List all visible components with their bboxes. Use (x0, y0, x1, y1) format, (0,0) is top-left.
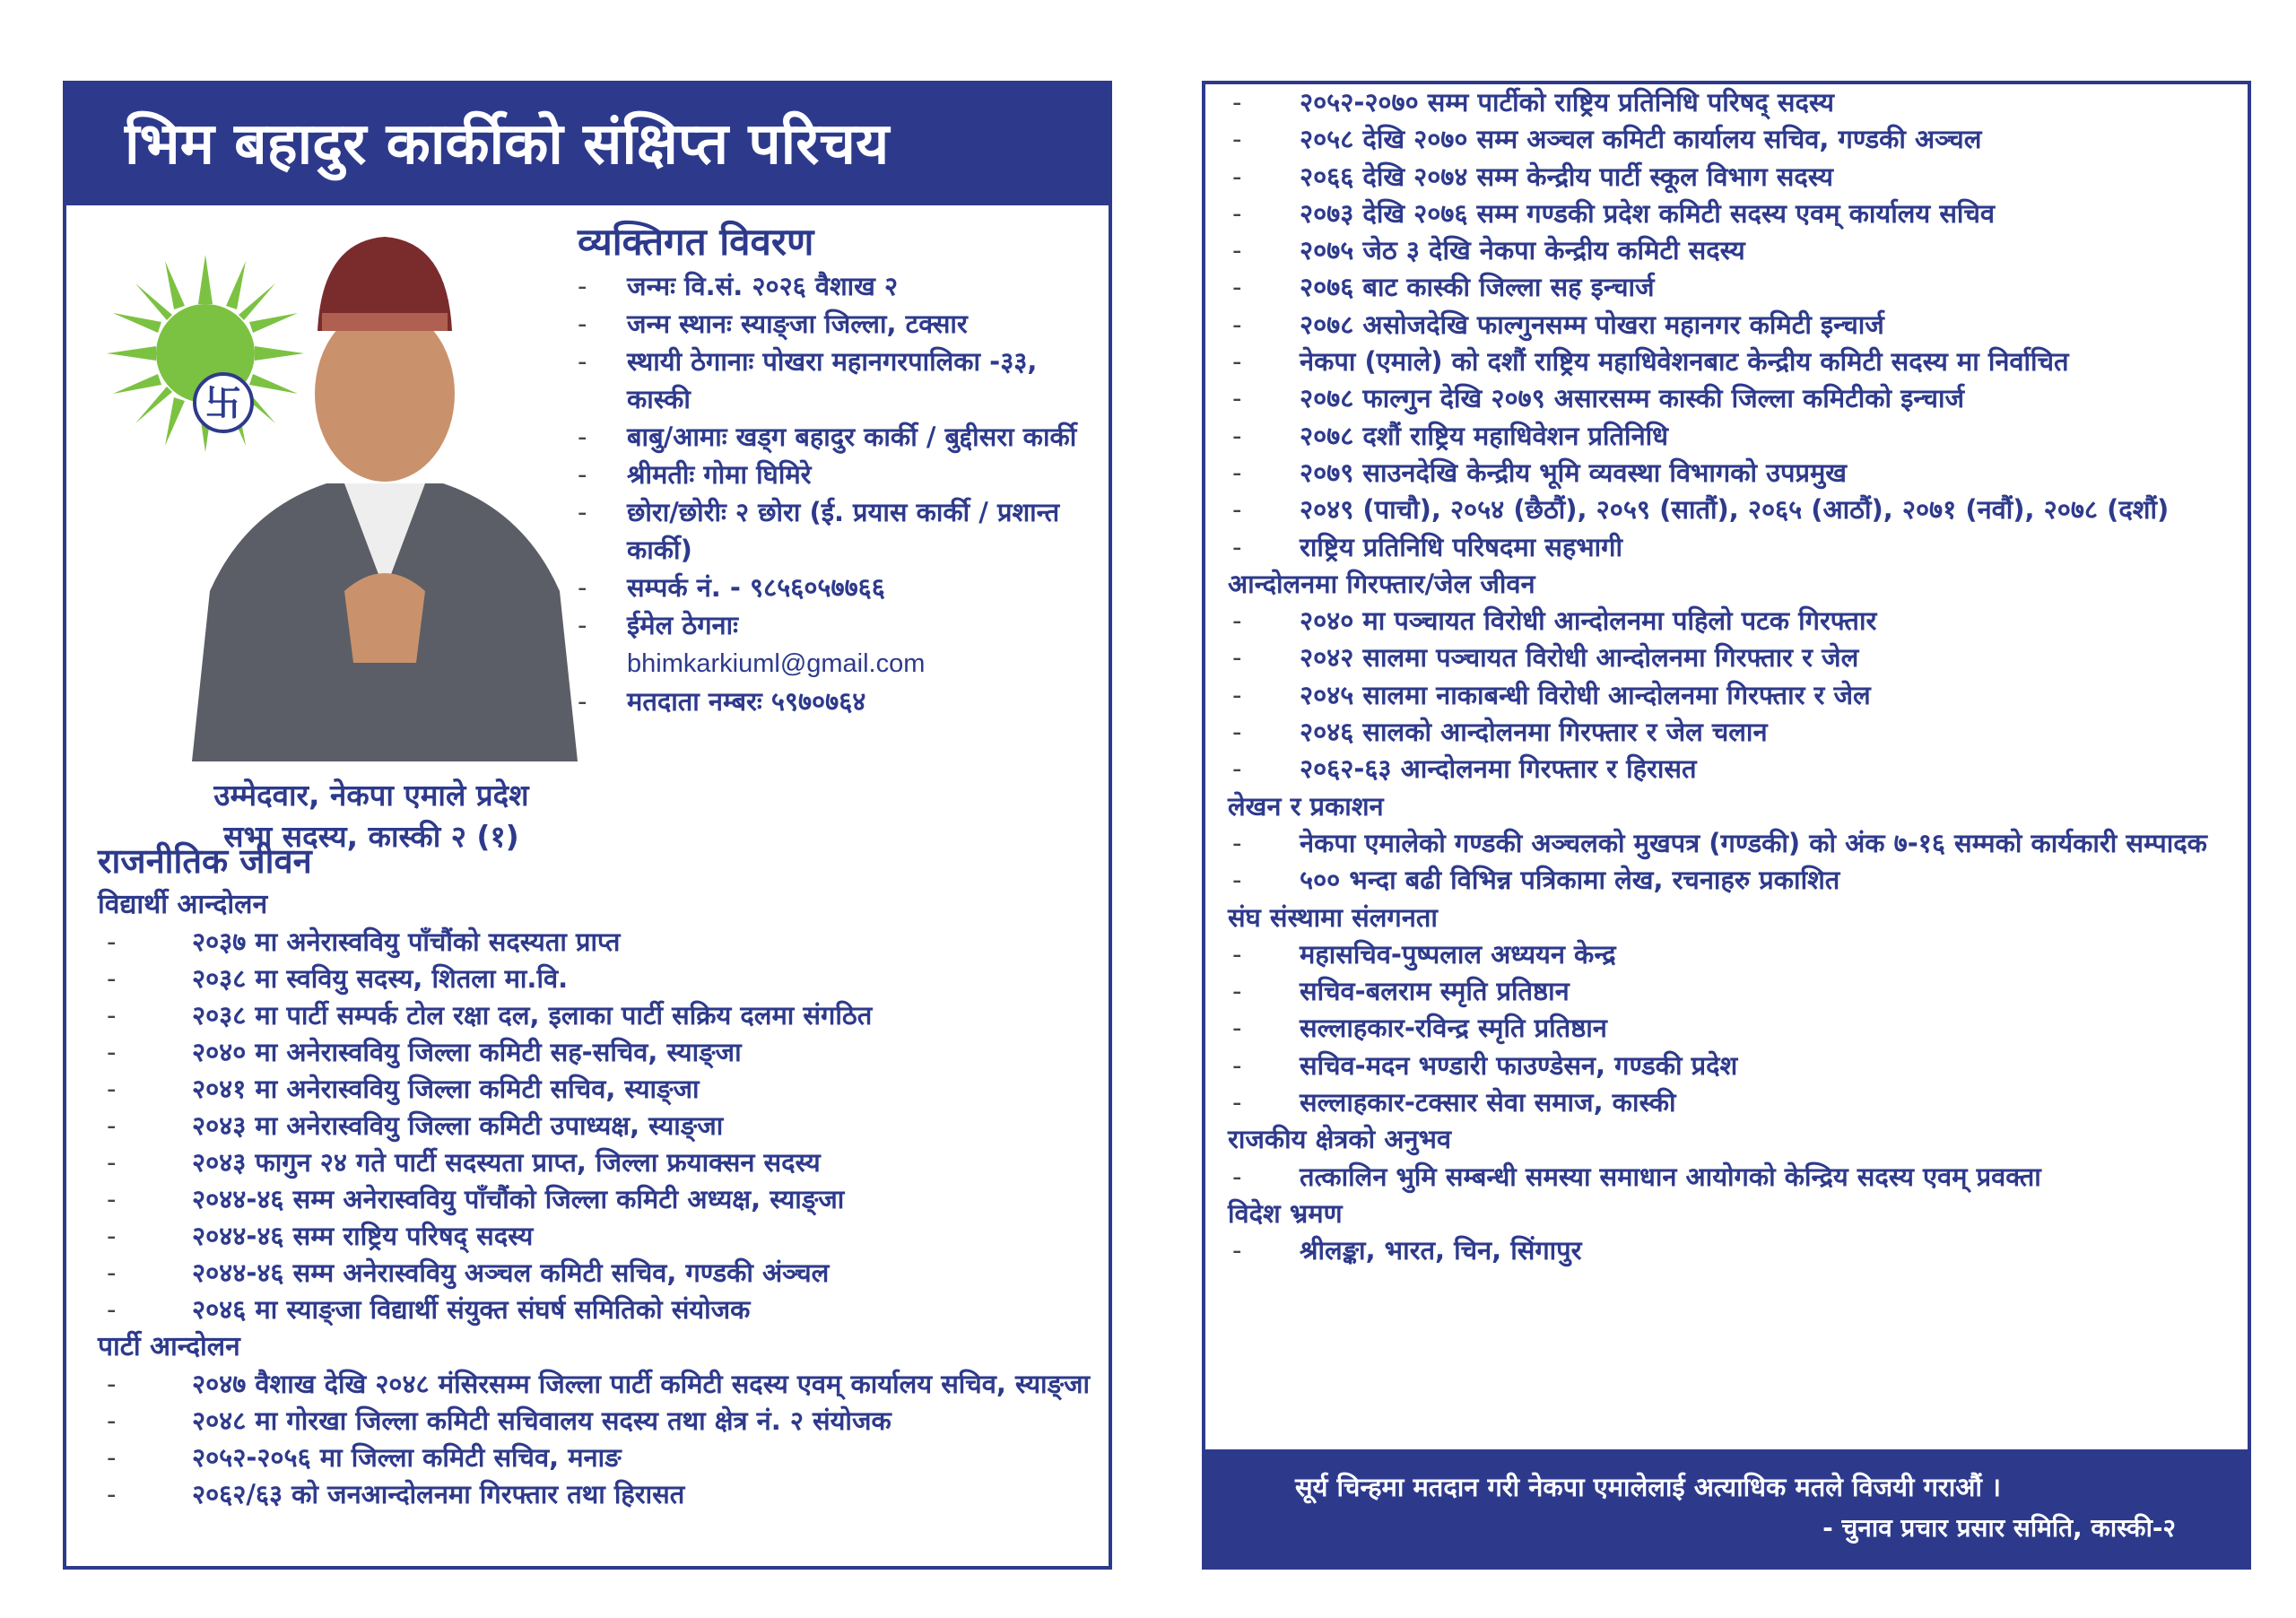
list-item-text: २०५८ देखि २०७० सम्म अञ्चल कमिटी कार्यालय सचिव, गण्डकी अञ्चल (1300, 124, 1982, 155)
bullet-icon: - (1232, 717, 1242, 748)
personal-details (578, 219, 1098, 720)
svg-text:卐: 卐 (205, 383, 241, 424)
list-item (1223, 455, 2237, 491)
bullet-icon: - (1232, 420, 1242, 451)
bullet-icon: - (1232, 1235, 1242, 1266)
bullet-icon: - (1232, 161, 1242, 192)
bullet-icon: - (1232, 976, 1242, 1007)
bullet-icon: - (107, 1442, 117, 1473)
list-item (1223, 936, 2237, 973)
list-item: - ईमेल ठेगनाः (578, 606, 1098, 644)
bullet-icon: - (1232, 87, 1242, 117)
list-item (1223, 1232, 2237, 1269)
list-item (1223, 1084, 2237, 1121)
list-item-text: २०५२-२०५६ मा जिल्ला कमिटी सचिव, मनाङ (192, 1442, 622, 1473)
bullet-icon: - (107, 926, 117, 957)
bullet-icon: - (1232, 605, 1242, 637)
list-item (1223, 232, 2237, 269)
list-item-text: २०७६ बाट कास्की जिल्ला सह इन्चार्ज (1300, 272, 1655, 303)
party-movement-list (98, 1366, 1102, 1513)
bullet-icon: - (1232, 197, 1242, 229)
list-item-text: २०४७ वैशाख देखि २०४८ मंसिरसम्म जिल्ला पार्टी कमिटी सदस्य एवम् कार्यालय सचिव, स्याङ्जा (192, 1369, 1091, 1399)
list-item: - स्थायी ठेगानाः पोखरा महानगरपालिका -३३, कास्की (578, 343, 1098, 418)
list-item: - छोरा/छोरीः २ छोरा (ई. प्रयास कार्की / प्रशान्त कार्की) (578, 493, 1098, 569)
list-item-text: तत्कालिन भुमि सम्बन्धी समस्या समाधान आयोगको केन्द्रिय सदस्य एवम् प्रवक्ता (1300, 1161, 2041, 1192)
bullet-icon: - (1232, 679, 1242, 710)
bullet-icon: - (107, 1147, 117, 1178)
list-item-text: २०४४-४६ सम्म अनेरास्ववियु पाँचौंको जिल्ला कमिटी अध्यक्ष, स्याङ्जा (192, 1184, 845, 1214)
list-item (98, 1071, 1102, 1108)
list-item: - सम्पर्क नं. - ९८५६०५७७६६ (578, 569, 1098, 606)
list-item (98, 1255, 1102, 1292)
bullet-icon: - (1232, 235, 1242, 266)
bullet-icon: - (578, 497, 587, 527)
bullet-icon: - (1232, 1087, 1242, 1118)
party-movement-list-continued (1223, 84, 2237, 566)
list-item (1223, 862, 2237, 899)
bullet-icon: - (578, 346, 587, 377)
bullet-icon: - (107, 1294, 117, 1325)
list-item-text: नेकपा (एमाले) को दशौं राष्ट्रिय महाधिवेशनबाट केन्द्रीय कमिटी सदस्य मा निर्वाचित (1300, 346, 2069, 378)
list-item (98, 1476, 1102, 1513)
list-item (1223, 196, 2237, 232)
list-item (98, 961, 1102, 997)
bullet-icon: - (578, 572, 587, 603)
list-item-text: २०७८ दशौं राष्ट्रिय महाधिवेशन प्रतिनिधि (1300, 420, 1669, 451)
list-item-text: २०४२ सालमा पञ्चायत विरोधी आन्दोलनमा गिरफ्तार र जेल (1300, 642, 1859, 674)
list-item (98, 1218, 1102, 1255)
caption-line-2: सभा सदस्य, कास्की २ (१) (223, 819, 519, 854)
bullet-icon: - (107, 1184, 117, 1214)
list-item-text: २०६२/६३ को जनआन्दोलनमा गिरफ्तार तथा हिरासत (192, 1479, 685, 1509)
list-item (1223, 159, 2237, 196)
writing-title: लेखन र प्रकाशन (1228, 790, 1384, 822)
list-item-text: २०६२-६३ आन्दोलनमा गिरफ्तार र हिरासत (1300, 753, 1697, 785)
party-movement-title: पार्टी आन्दोलन (98, 1331, 240, 1362)
list-item (98, 1366, 1102, 1403)
jail-life-list (1223, 603, 2237, 787)
list-item: - श्रीमतीः गोमा घिमिरे (578, 456, 1098, 493)
list-item-text: २०७८ असोजदेखि फाल्गुनसम्म पोखरा महानगर कमिटी इन्चार्ज (1300, 309, 1884, 340)
list-item-text: २०४० मा अनेरास्ववियु जिल्ला कमिटी सह-सचिव, स्याङ्जा (192, 1037, 742, 1067)
bullet-icon: - (1232, 827, 1242, 858)
list-item: - मतदाता नम्बरः ५९७०७६४ (578, 683, 1098, 720)
list-item (1223, 1159, 2237, 1196)
page-title: भिम बहादुर कार्कीको संक्षिप्त परिचय (66, 84, 1109, 205)
bullet-icon: - (1232, 865, 1242, 896)
list-item-text: महासचिव-पुष्पलाल अध्ययन केन्द्र (1300, 938, 1616, 970)
bullet-icon: - (1232, 494, 1242, 526)
right-page (1202, 81, 2251, 1570)
list-item (1223, 307, 2237, 344)
list-item (98, 1108, 1102, 1144)
bullet-icon: - (578, 422, 587, 452)
student-movement-title: विद्यार्थी आन्दोलन (98, 889, 268, 920)
bullet-icon: - (1232, 309, 1242, 340)
candidate-portrait (174, 214, 596, 761)
bullet-icon: - (1232, 753, 1242, 785)
list-item (1223, 639, 2237, 676)
list-item (1223, 269, 2237, 306)
bullet-icon: - (107, 1257, 117, 1288)
email-address[interactable]: bhimkarkiuml@gmail.com (627, 649, 926, 678)
list-item (1223, 344, 2237, 380)
list-item-text: २०४८ मा गोरखा जिल्ला कमिटी सचिवालय सदस्य तथा क्षेत्र नं. २ संयोजक (192, 1405, 891, 1436)
list-item (1223, 1010, 2237, 1047)
footer-slogan: सूर्य चिन्हमा मतदान गरी नेकपा एमालेलाई अत्याधिक मतले विजयी गराऔं । (1295, 1472, 2001, 1502)
foreign-travel-list (1223, 1232, 2237, 1269)
organizations-title: संघ संस्थामा संलगनता (1228, 901, 1438, 933)
bullet-icon: - (1232, 383, 1242, 414)
bullet-icon: - (578, 459, 587, 490)
list-item-text: २०४१ मा अनेरास्ववियु जिल्ला कमिटी सचिव, स्याङ्जा (192, 1074, 700, 1104)
list-item-text: २०३८ मा स्ववियु सदस्य, शितला मा.वि. (192, 963, 569, 994)
list-item-text: २०४६ सालको आन्दोलनमा गिरफ्तार र जेल चलान (1300, 717, 1768, 748)
list-item (1223, 677, 2237, 714)
list-item-text: २०६६ देखि २०७४ सम्म केन्द्रीय पार्टी स्कूल विभाग सदस्य (1300, 161, 1833, 192)
state-experience-list (1223, 1159, 2237, 1196)
list-item (1223, 418, 2237, 455)
list-item (1223, 121, 2237, 158)
bullet-icon: - (1232, 938, 1242, 970)
list-item-text: सल्लाहकार-रविन्द्र स्मृति प्रतिष्ठान (1300, 1013, 1607, 1044)
list-item-text: २०४३ मा अनेरास्ववियु जिल्ला कमिटी उपाध्यक्ष, स्याङ्जा (192, 1110, 724, 1141)
foreign-travel-title: विदेश भ्रमण (1228, 1197, 1343, 1229)
list-item (98, 997, 1102, 1034)
bullet-icon: - (107, 1110, 117, 1141)
writing-list (1223, 825, 2237, 900)
bullet-icon: - (1232, 1013, 1242, 1044)
list-item (1223, 491, 2237, 528)
bullet-icon: - (107, 1369, 117, 1399)
political-life-section (98, 838, 1102, 1513)
bullet-icon: - (1232, 642, 1242, 674)
bullet-icon: - (107, 1479, 117, 1509)
bullet-icon: - (578, 309, 587, 339)
list-item (98, 1440, 1102, 1476)
list-item-text: २०४४-४६ सम्म अनेरास्ववियु अञ्चल कमिटी सचिव, गण्डकी अंञ्चल (192, 1257, 830, 1288)
list-item-text: सल्लाहकार-टक्सार सेवा समाज, कास्की (1300, 1087, 1676, 1118)
list-item-text: सचिव-बलराम स्मृति प्रतिष्ठान (1300, 976, 1570, 1007)
bullet-icon: - (1232, 346, 1242, 378)
list-item-text: २०४९ (पाचौ), २०५४ (छैठौं), २०५९ (सातौं), २०६५ (आठौं), २०७१ (नवौं), २०७८ (दशौं) (1300, 494, 2170, 526)
list-item-text: राष्ट्रिय प्रतिनिधि परिषदमा सहभागी (1300, 531, 1623, 562)
bullet-icon: - (578, 271, 587, 301)
personal-details-title: व्यक्तिगत विवरण (578, 220, 814, 264)
right-content (1223, 84, 2237, 1270)
student-movement-list (98, 924, 1102, 1328)
bullet-icon: - (107, 963, 117, 994)
bullet-icon: - (1232, 272, 1242, 303)
list-item (1223, 714, 2237, 751)
bullet-icon: - (1232, 124, 1242, 155)
state-experience-title: राजकीय क्षेत्रको अनुभव (1228, 1124, 1452, 1155)
list-item (98, 1292, 1102, 1328)
list-item-text: २०४६ मा स्याङ्जा विद्यार्थी संयुक्त संघर्ष समितिको संयोजक (192, 1294, 751, 1325)
list-item-text: २०७९ साउनदेखि केन्द्रीय भूमि व्यवस्था विभागको उपप्रमुख (1300, 457, 1848, 488)
footer-signature: - चुनाव प्रचार प्रसार समिति, कास्की-२ (1822, 1513, 2176, 1543)
left-page (63, 81, 1112, 1570)
list-item-text: २०३८ मा पार्टी सम्पर्क टोल रक्षा दल, इलाका पार्टी सक्रिय दलमा संगठित (192, 1000, 873, 1031)
list-item-text: ५०० भन्दा बढी विभिन्न पत्रिकामा लेख, रचनाहरु प्रकाशित (1300, 865, 1840, 896)
list-item-text: २०३७ मा अनेरास्ववियु पाँचौंको सदस्यता प्राप्त (192, 926, 621, 957)
list-item (1223, 529, 2237, 566)
list-item (98, 1403, 1102, 1440)
list-item (1223, 825, 2237, 862)
list-item-text: २०४४-४६ सम्म राष्ट्रिय परिषद् सदस्य (192, 1221, 534, 1251)
list-item: - जन्मः वि.सं. २०२६ वैशाख २ (578, 267, 1098, 305)
organizations-list (1223, 936, 2237, 1121)
bullet-icon: - (578, 686, 587, 717)
footer-banner (1205, 1449, 2248, 1566)
list-item (98, 1034, 1102, 1071)
bullet-icon: - (1232, 1049, 1242, 1081)
list-item (1223, 380, 2237, 417)
bullet-icon: - (107, 1037, 117, 1067)
bullet-icon: - (107, 1221, 117, 1251)
list-item (1223, 973, 2237, 1010)
list-item (1223, 751, 2237, 787)
jail-life-title: आन्दोलनमा गिरफ्तार/जेल जीवन (1228, 568, 1535, 599)
list-item-text: २०७५ जेठ ३ देखि नेकपा केन्द्रीय कमिटी सदस्य (1300, 235, 1745, 266)
list-item (1223, 1048, 2237, 1084)
bullet-icon: - (107, 1405, 117, 1436)
list-item (98, 1144, 1102, 1181)
political-life-title: राजनीतिक जीवन (98, 841, 312, 881)
bullet-icon: - (1232, 531, 1242, 562)
list-item (1223, 603, 2237, 639)
bullet-icon: - (1232, 1161, 1242, 1192)
list-item (98, 1181, 1102, 1218)
list-item-text: २०४३ फागुन २४ गते पार्टी सदस्यता प्राप्त, जिल्ला फ्रयाक्सन सदस्य (192, 1147, 821, 1178)
list-item-text: २०४० मा पञ्चायत विरोधी आन्दोलनमा पहिलो पटक गिरफ्तार (1300, 605, 1877, 637)
list-item: - जन्म स्थानः स्याङ्जा जिल्ला, टक्सार (578, 305, 1098, 343)
bullet-icon: - (107, 1074, 117, 1104)
list-item-text: श्रीलङ्का, भारत, चिन, सिंगापुर (1300, 1235, 1582, 1266)
list-item-text: नेकपा एमालेको गण्डकी अञ्चलको मुखपत्र (गण्डकी) को अंक ७-१६ सम्मको कार्यकारी सम्पादक (1300, 827, 2207, 858)
bullet-icon: - (107, 1000, 117, 1031)
list-item (98, 924, 1102, 961)
bullet-icon: - (578, 610, 587, 640)
list-item: - बाबु/आमाः खड्ग बहादुर कार्की / बुद्दीसरा कार्की (578, 418, 1098, 456)
list-item-text: सचिव-मदन भण्डारी फाउण्डेसन, गण्डकी प्रदेश (1300, 1049, 1738, 1081)
bullet-icon: - (1232, 457, 1242, 488)
list-item-text: २०५२-२०७० सम्म पार्टीको राष्ट्रिय प्रतिनिधि परिषद् सदस्य (1300, 87, 1835, 117)
list-item-text: २०७३ देखि २०७६ सम्म गण्डकी प्रदेश कमिटी सदस्य एवम् कार्यालय सचिव (1300, 197, 1995, 229)
list-item-text: २०७८ फाल्गुन देखि २०७९ असारसम्म कास्की जिल्ला कमिटीको इन्चार्ज (1300, 383, 1964, 414)
list-item-text: २०४५ सालमा नाकाबन्धी विरोधी आन्दोलनमा गिरफ्तार र जेल (1300, 679, 1871, 710)
caption-line-1: उम्मेदवार, नेकपा एमाले प्रदेश (213, 778, 529, 813)
candidate-photo-area (102, 214, 604, 761)
list-item (1223, 84, 2237, 121)
